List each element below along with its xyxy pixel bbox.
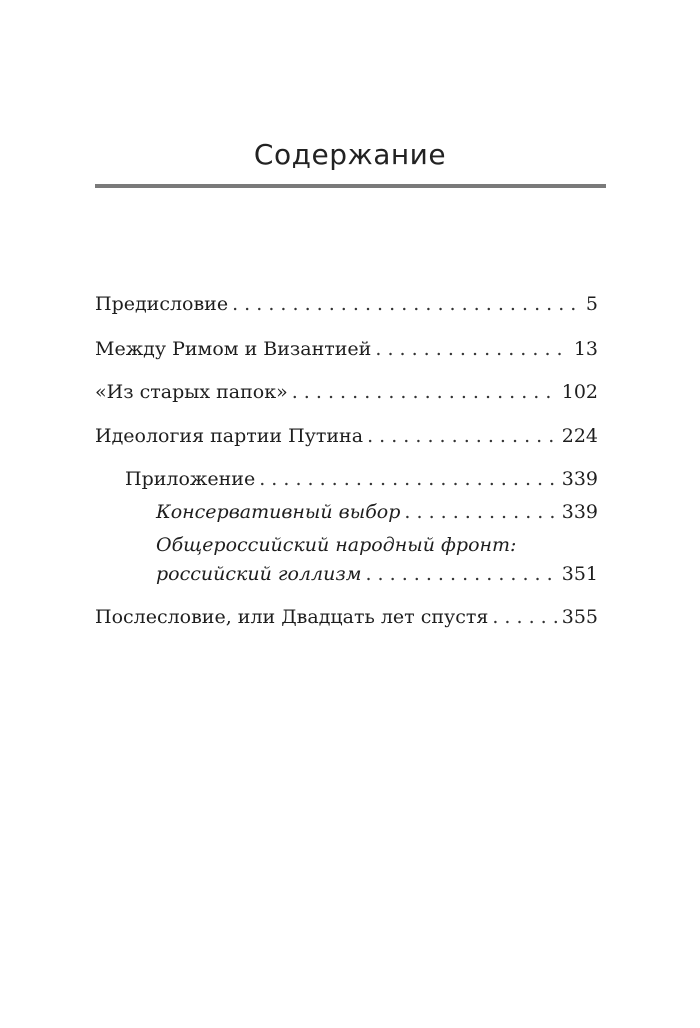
toc-entry-page: 102 (561, 381, 598, 403)
toc-entry-page: 5 (585, 293, 598, 315)
toc-entry-page: 339 (561, 501, 598, 523)
toc-entry-page: 339 (561, 468, 598, 490)
dot-leader (367, 424, 558, 448)
toc-entry-appendix[interactable] (125, 467, 598, 491)
toc-entry-page: 351 (561, 563, 598, 585)
toc-entry-page: 13 (573, 338, 598, 360)
dot-leader (492, 605, 557, 629)
dot-leader (365, 562, 557, 586)
toc-entry-conservative-choice[interactable] (156, 500, 598, 524)
dot-leader (404, 500, 557, 524)
toc-entry-label-line1[interactable]: Общероссийский народный фронт: (156, 534, 517, 556)
toc-entry-rome-byzantium[interactable] (95, 337, 598, 361)
dot-leader (375, 337, 569, 361)
dot-leader (259, 467, 558, 491)
toc-entry-label: Предисловие (95, 293, 229, 315)
toc-entry-old-folders[interactable] (95, 380, 598, 404)
toc-entry-label: Консервативный выбор (156, 501, 401, 523)
toc-entry-gaullism[interactable] (156, 562, 598, 586)
toc-entry-page: 224 (561, 425, 598, 447)
toc-entry-page: 355 (561, 606, 598, 628)
toc-entry-preface[interactable] (95, 292, 598, 316)
toc-entry-ideology[interactable] (95, 424, 598, 448)
toc-entry-label: Между Римом и Византией (95, 338, 372, 360)
toc-entry-label: Приложение (125, 468, 256, 490)
toc-entry-label: российский голлизм (156, 563, 362, 585)
toc-entry-afterword[interactable] (95, 605, 598, 629)
toc-entry-label: Послесловие, или Двадцать лет спустя (95, 606, 489, 628)
dot-leader (292, 380, 558, 404)
toc-entry-label: Идеология партии Путина (95, 425, 364, 447)
dot-leader (232, 292, 582, 316)
page-title: Содержание (253, 138, 447, 171)
toc-entry-label: «Из старых папок» (95, 381, 288, 403)
